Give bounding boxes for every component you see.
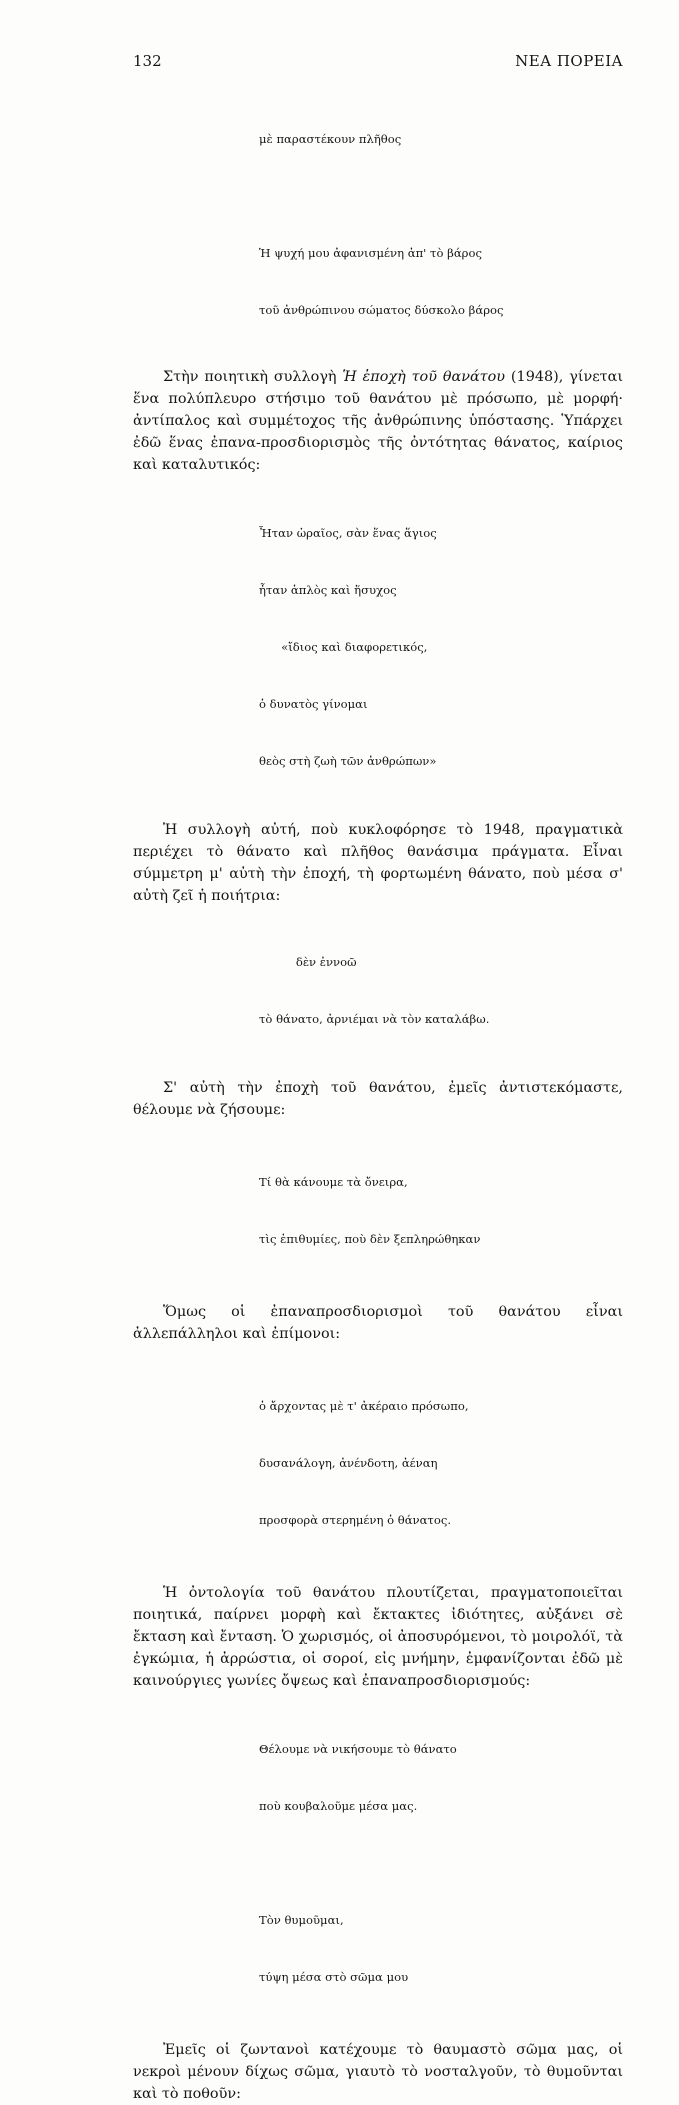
verse-quote-6 [259,1702,623,2025]
verse-line: θεὸς στὴ ζωὴ τῶν ἀνθρώπων» [259,754,437,768]
paragraph-1 [133,366,623,476]
verse-line: Τί θὰ κάνουμε τὰ ὄνειρα, [259,1175,408,1189]
page-header [133,52,623,74]
verse-line: ὁ δυνατὸς γίνομαι [259,697,368,711]
page-number: 132 [133,52,162,70]
verse-line: δυσανάλογη, ἀνένδοτη, ἀέναη [259,1456,438,1470]
verse-line: Τὸν θυμοῦμαι, [259,1913,344,1927]
verse-line: Ἦταν ὡραῖος, σὰν ἕνας ἅγιος [259,526,437,540]
paragraph-2: Ἡ συλλογὴ αὐτή, ποὺ κυκλοφόρησε τὸ 1948, πραγματικὰ περιέχει τὸ θάνατο καὶ πλῆθος θανάσιμα πράγματα. Εἶναι σύμμετρη μ' αὐτὴ τὴν ἐποχή, τὴ φορτωμένη θάνατο, ποὺ μέσα σ' αὐτὴ ζεῖ ἡ ποιήτρια: [133,822,623,904]
verse-blank-line [259,1854,623,1873]
paragraph-5: Ἡ ὀντολογία τοῦ θανάτου πλουτίζεται, πραγματοποιεῖται ποιητικά, παίρνει μορφὴ καὶ ἔκτακτες ἰδιότητες, αὐξάνει σὲ ἔκταση καὶ ἔνταση. Ὁ χωρισμός, οἱ ἀποσυρόμενοι, τὸ μοιρολόϊ, τὰ ἐγκώμια, ἡ ἀρρώστια, οἱ σοροί, εἰς μνήμην, ἐμφανίζονται ἐδῶ μὲ καινούργιες γωνίες ὄψεως καὶ ἐπαναπροσδιορισμούς: [133,1585,623,1689]
verse-line: τύψη μέσα στὸ σῶμα μου [259,1970,409,1984]
verse-line: Ἡ ψυχή μου ἀφανισμένη ἀπ' τὸ βάρος [259,246,482,260]
verse-quote-3 [259,915,623,1067]
verse-line: μὲ παραστέκουν πλῆθος [259,132,402,146]
verse-quote-4 [259,1135,623,1287]
verse-line: δὲν ἐννοῶ [259,955,357,969]
page-body [133,92,623,2105]
verse-line: τὶς ἐπιθυμίες, ποὺ δὲν ξεπληρώθηκαν [259,1232,481,1246]
paragraph-1-after: (1948), γίνεται ἕνα πολύπλευρο στήσιμο τοῦ θανάτου μὲ πρόσωπο, μὲ μορφή· ἀντίπαλος καὶ συμμέτοχος τῆς ἀνθρώπινης ὑπόστασης. Ὑπάρχει ἐδῶ ἕνας ἐπανα-προσδιορισμὸς τῆς ὀντότητας θάνατος, καίριος καὶ καταλυτικός: [133,369,623,473]
verse-line: τοῦ ἀνθρώπινου σώματος δύσκολο βάρος [259,303,504,317]
verse-quote-5 [259,1359,623,1568]
paragraph-4: Ὅμως οἱ ἐπαναπροσδιορισμοὶ τοῦ θανάτου εἶναι ἀλλεπάλληλοι καὶ ἐπίμονοι: [133,1304,623,1342]
verse-line: τὸ θάνατο, ἀρνιέμαι νὰ τὸν καταλάβω. [259,1012,490,1026]
verse-line: «ἴδιος καὶ διαφορετικός, [259,640,428,654]
paragraph-1-before: Στὴν ποιητικὴ συλλογὴ [163,369,343,385]
paragraph-3: Σ' αὐτὴ τὴν ἐποχὴ τοῦ θανάτου, ἐμεῖς ἀντιστεκόμαστε, θέλουμε νὰ ζήσουμε: [133,1080,623,1118]
verse-line: Θέλουμε νὰ νικήσουμε τὸ θάνατο [259,1742,457,1756]
paragraph-6: Ἐμεῖς οἱ ζωντανοὶ κατέχουμε τὸ θαυμαστὸ σῶμα μας, οἱ νεκροὶ μένουν δίχως σῶμα, γιαυτὸ τὸ νοσταλγοῦν, τὸ θυμοῦνται καὶ τὸ ποθοῦν: [133,2042,623,2102]
verse-line: ποὺ κουβαλοῦμε μέσα μας. [259,1799,418,1813]
running-head: ΝΕΑ ΠΟΡΕΙΑ [515,52,623,70]
verse-line: ἦταν ἁπλὸς καὶ ἥσυχος [259,583,397,597]
verse-line: ὁ ἄρχοντας μὲ τ' ἀκέραιο πρόσωπο, [259,1399,469,1413]
verse-quote-2 [259,486,623,809]
book-title: Ἡ ἐποχὴ τοῦ θανάτου [342,369,506,385]
verse-line: προσφορὰ στερημένη ὁ θάνατος. [259,1513,451,1527]
verse-quote-1 [259,92,623,358]
verse-blank-line [259,187,623,206]
